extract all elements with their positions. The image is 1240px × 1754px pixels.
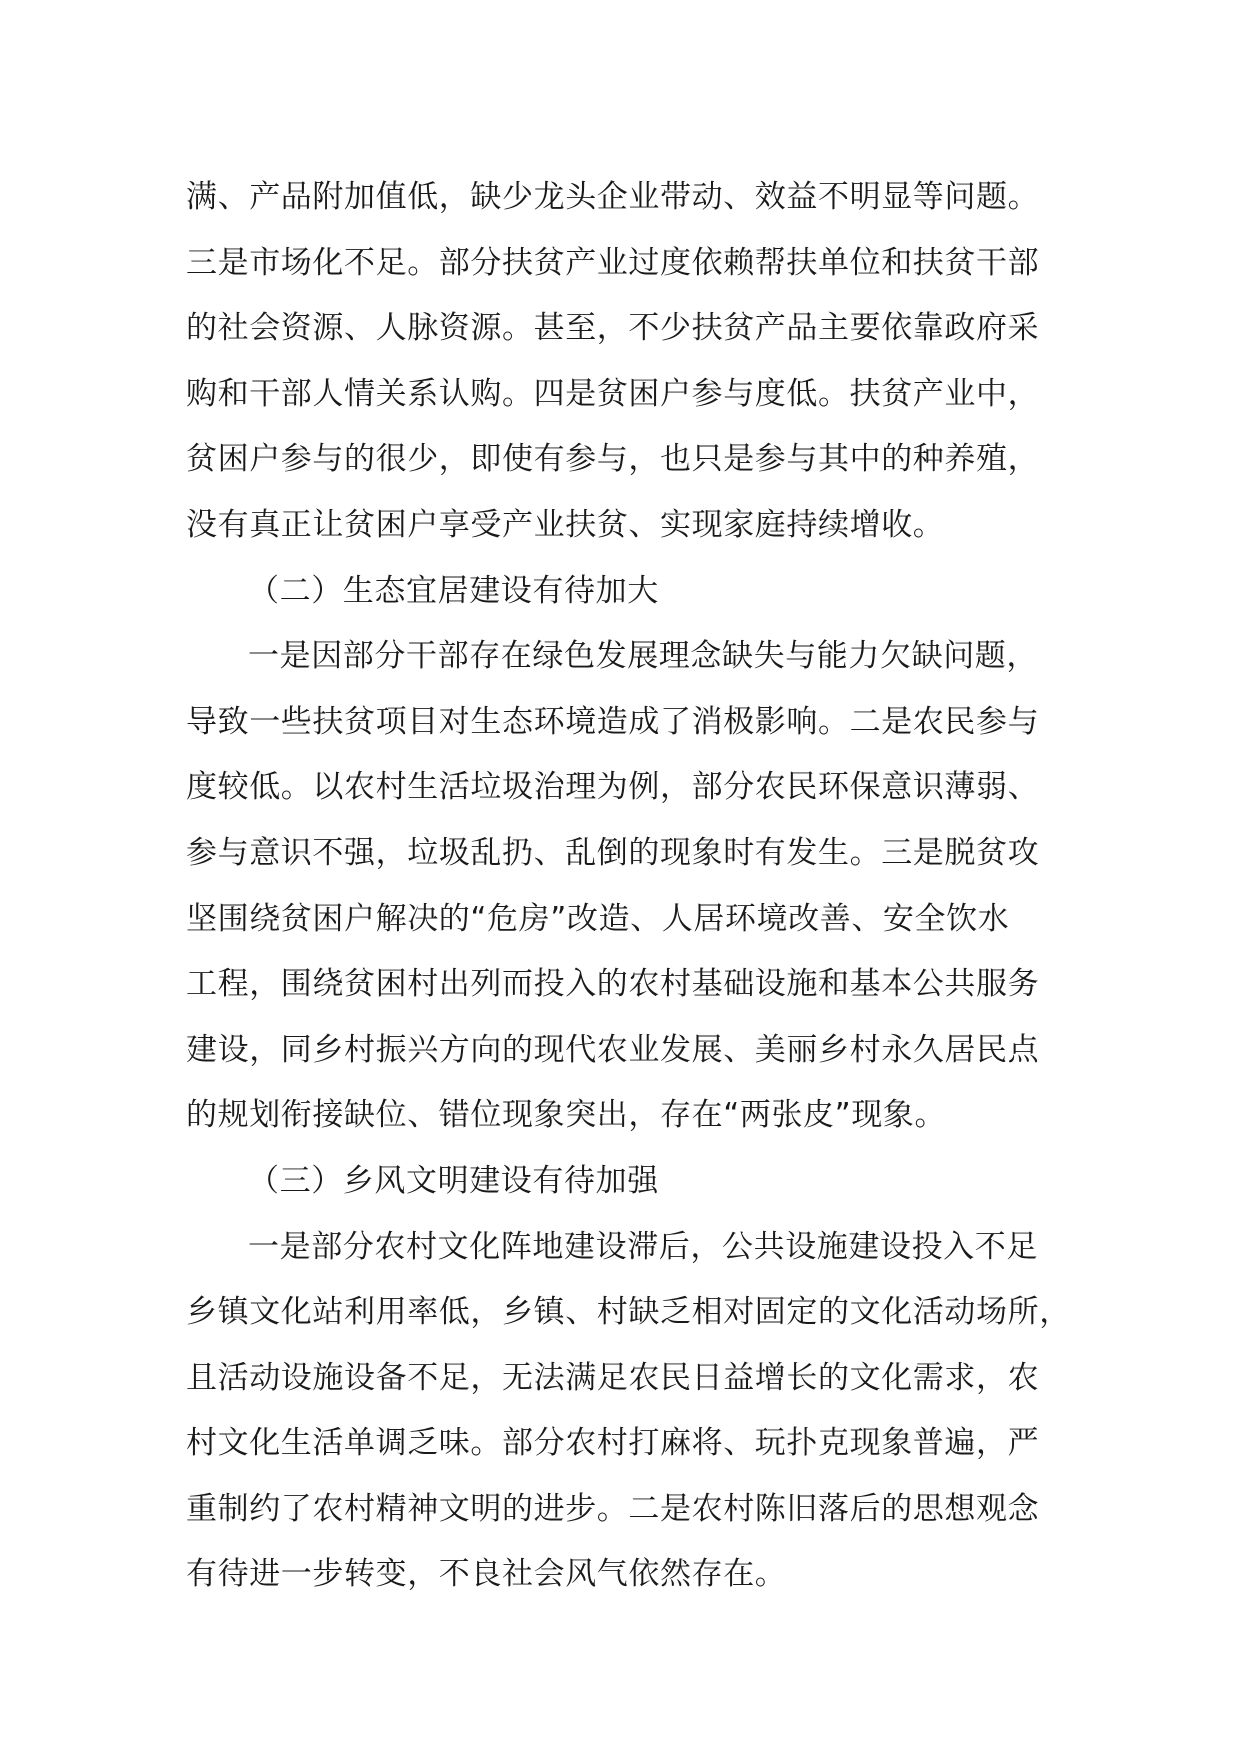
text-line: 贫困户参与的很少，即使有参与，也只是参与其中的种养殖， — [186, 441, 1040, 478]
text-line: 参与意识不强，垃圾乱扔、乱倒的现象时有发生。三是脱贫攻 — [186, 834, 1040, 871]
text-line: 且活动设施设备不足，无法满足农民日益增长的文化需求，农 — [186, 1359, 1040, 1396]
text-line: 乡镇文化站利用率低，乡镇、村缺乏相对固定的文化活动场所， — [186, 1294, 1071, 1331]
text-line: 的社会资源、人脉资源。甚至，不少扶贫产品主要依靠政府采 — [186, 310, 1040, 347]
text-line: 坚围绕贫困户解决的“危房”改造、人居环境改善、安全饮水 — [186, 900, 1010, 937]
text-line: 满、产品附加值低，缺少龙头企业带动、效益不明显等问题。 — [186, 179, 1040, 215]
text-line: 的规划衔接缺位、错位现象突出，存在“两张皮”现象。 — [186, 1097, 947, 1134]
paragraph-civilization — [186, 1215, 1086, 1609]
text-line: 重制约了农村精神文明的进步。二是农村陈旧落后的思想观念 — [186, 1490, 1040, 1527]
text-line: 导致一些扶贫项目对生态环境造成了消极影响。二是农民参与 — [186, 703, 1040, 740]
text-line: 一是部分农村文化阵地建设滞后，公共设施建设投入不足 — [248, 1228, 1038, 1265]
text-line: 度较低。以农村生活垃圾治理为例，部分农民环保意识薄弱、 — [186, 769, 1040, 806]
section-heading-ecology: （二）生态宜居建设有待加大 — [248, 572, 659, 609]
text-line: 一是因部分干部存在绿色发展理念缺失与能力欠缺问题， — [248, 638, 1038, 675]
text-line: 购和干部人情关系认购。四是贫困户参与度低。扶贫产业中， — [186, 375, 1040, 412]
paragraph-industry-problems — [186, 165, 1086, 559]
text-line: 没有真正让贫困户享受产业扶贫、实现家庭持续增收。 — [186, 506, 945, 543]
document-body — [186, 165, 1086, 1608]
text-line: 建设，同乡村振兴方向的现代农业发展、美丽乡村永久居民点 — [186, 1031, 1040, 1068]
text-line: 村文化生活单调乏味。部分农村打麻将、玩扑克现象普遍，严 — [186, 1425, 1040, 1462]
text-line: 工程，围绕贫困村出列而投入的农村基础设施和基本公共服务 — [186, 966, 1040, 1003]
text-line: 三是市场化不足。部分扶贫产业过度依赖帮扶单位和扶贫干部 — [186, 244, 1040, 281]
text-line: 有待进一步转变，不良社会风气依然存在。 — [186, 1556, 787, 1593]
paragraph-ecology — [186, 624, 1086, 1149]
section-heading-civilization: （三）乡风文明建设有待加强 — [248, 1162, 659, 1199]
